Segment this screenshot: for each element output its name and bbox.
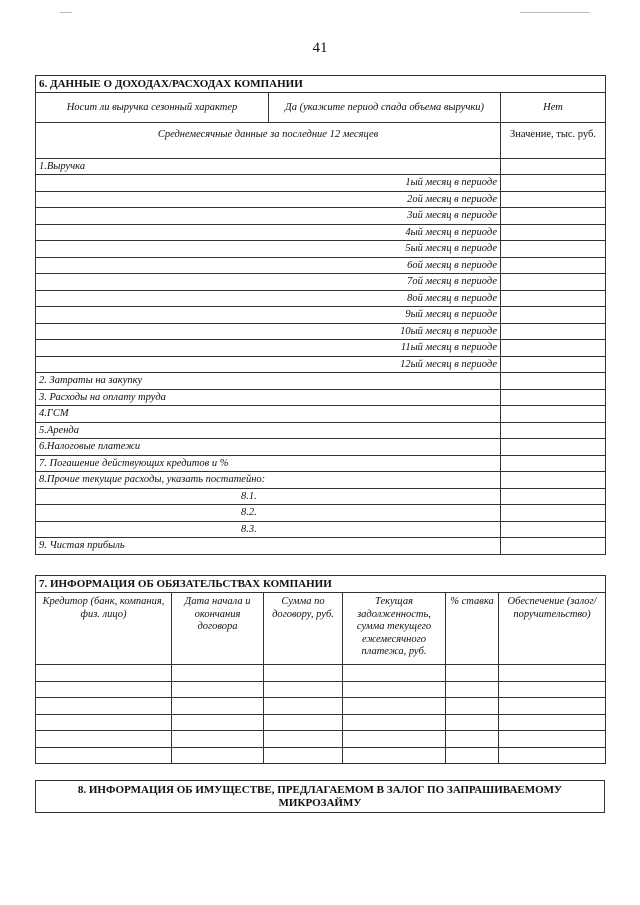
value-cell[interactable]: [501, 323, 606, 340]
table-row: [36, 208, 606, 225]
value-cell[interactable]: [501, 439, 606, 456]
obligation-cell[interactable]: [446, 698, 499, 715]
value-cell[interactable]: [501, 406, 606, 423]
obligation-row: [36, 698, 606, 715]
column-header: Дата начала и окончания договора: [172, 593, 264, 665]
month-label: 12ый месяц в периоде: [36, 356, 501, 373]
obligation-cell[interactable]: [446, 731, 499, 748]
table-row: [36, 241, 606, 258]
obligation-cell[interactable]: [499, 714, 606, 731]
table-row: [36, 323, 606, 340]
value-cell[interactable]: [501, 488, 606, 505]
obligation-cell[interactable]: [264, 681, 343, 698]
obligation-row: [36, 731, 606, 748]
table-row: [36, 340, 606, 357]
obligation-cell[interactable]: [172, 714, 264, 731]
obligation-cell[interactable]: [172, 747, 264, 764]
value-cell[interactable]: [501, 521, 606, 538]
obligation-cell[interactable]: [446, 714, 499, 731]
section7-title: 7. ИНФОРМАЦИЯ ОБ ОБЯЗАТЕЛЬСТВАХ КОМПАНИИ: [36, 576, 606, 593]
table-row: [36, 488, 606, 505]
table-row: [36, 373, 606, 390]
table-row: [36, 356, 606, 373]
obligation-row: [36, 681, 606, 698]
value-cell[interactable]: [501, 175, 606, 192]
obligation-row: [36, 714, 606, 731]
table-row: [36, 159, 606, 175]
column-header: Текущая задолженность, сумма текущего ежемесячного платежа, руб.: [343, 593, 446, 665]
month-label: 10ый месяц в периоде: [36, 323, 501, 340]
value-cell[interactable]: [501, 257, 606, 274]
month-label: 2ой месяц в периоде: [36, 191, 501, 208]
obligation-cell[interactable]: [264, 731, 343, 748]
collateral-table: [35, 780, 605, 813]
obligation-cell[interactable]: [499, 665, 606, 682]
income-expense-table: [35, 75, 606, 123]
month-label: 7ой месяц в периоде: [36, 274, 501, 291]
obligation-cell[interactable]: [264, 698, 343, 715]
obligation-cell[interactable]: [264, 665, 343, 682]
table-row: [36, 274, 606, 291]
month-label: 11ый месяц в периоде: [36, 340, 501, 357]
obligation-cell[interactable]: [343, 747, 446, 764]
table-row: [36, 307, 606, 324]
obligation-row: [36, 665, 606, 682]
obligation-cell[interactable]: [36, 698, 172, 715]
column-header: Кредитор (банк, компания, физ. лицо): [36, 593, 172, 665]
value-cell[interactable]: [501, 208, 606, 225]
monthly-data-table: [35, 122, 606, 555]
table-row: [36, 538, 606, 555]
table-row: [36, 175, 606, 192]
sub-item-label: 8.3.: [36, 521, 501, 538]
value-header: Значение, тыс. руб.: [501, 123, 606, 159]
value-cell[interactable]: [501, 290, 606, 307]
obligation-cell[interactable]: [36, 714, 172, 731]
table-row: [36, 455, 606, 472]
month-label: 4ый месяц в периоде: [36, 224, 501, 241]
obligation-cell[interactable]: [499, 731, 606, 748]
obligations-table: [35, 575, 606, 764]
value-cell[interactable]: [501, 356, 606, 373]
month-label: 8ой месяц в периоде: [36, 290, 501, 307]
table-row: [36, 521, 606, 538]
table-row: [36, 472, 606, 489]
table-row: [36, 389, 606, 406]
table-row: [36, 422, 606, 439]
obligation-cell[interactable]: [499, 747, 606, 764]
obligation-cell[interactable]: [36, 747, 172, 764]
seasonal-yes-option[interactable]: Да (укажите период спада объема выручки): [269, 93, 501, 123]
seasonal-question: Носит ли выручка сезонный характер: [36, 93, 269, 123]
expense-item-label: 6.Налоговые платежи: [36, 439, 501, 456]
obligation-cell[interactable]: [36, 731, 172, 748]
value-cell[interactable]: [501, 340, 606, 357]
section6-title: 6. ДАННЫЕ О ДОХОДАХ/РАСХОДАХ КОМПАНИИ: [36, 76, 606, 93]
obligation-row: [36, 747, 606, 764]
table-row: [36, 191, 606, 208]
obligation-cell[interactable]: [446, 747, 499, 764]
value-cell[interactable]: [501, 373, 606, 390]
obligations-header-row: [36, 593, 606, 665]
table-row: [36, 505, 606, 522]
page-number: 41: [312, 40, 328, 56]
table-row: [36, 439, 606, 456]
obligation-cell[interactable]: [343, 665, 446, 682]
obligation-cell[interactable]: [343, 714, 446, 731]
value-cell[interactable]: [501, 191, 606, 208]
obligation-cell[interactable]: [343, 731, 446, 748]
value-cell[interactable]: [501, 422, 606, 439]
table-row: [36, 290, 606, 307]
obligation-cell[interactable]: [172, 681, 264, 698]
sub-item-label: 8.2.: [36, 505, 501, 522]
obligation-cell[interactable]: [172, 698, 264, 715]
section8-title: 8. ИНФОРМАЦИЯ ОБ ИМУЩЕСТВЕ, ПРЕДЛАГАЕМОМ В ЗАЛОГ ПО ЗАПРАШИВАЕМОМУ МИКРОЗАЙМУ: [36, 781, 605, 813]
value-cell[interactable]: [501, 274, 606, 291]
scan-artifact: [520, 12, 590, 13]
column-header: Сумма по договору, руб.: [264, 593, 343, 665]
obligation-cell[interactable]: [172, 665, 264, 682]
obligation-cell[interactable]: [343, 698, 446, 715]
value-cell[interactable]: [501, 505, 606, 522]
month-label: 9ый месяц в периоде: [36, 307, 501, 324]
obligation-cell[interactable]: [264, 747, 343, 764]
obligation-cell[interactable]: [499, 681, 606, 698]
column-header: Обеспечение (залог/ поручительство): [499, 593, 606, 665]
value-cell[interactable]: [501, 472, 606, 489]
sub-item-label: 8.1.: [36, 488, 501, 505]
month-label: 1ый месяц в периоде: [36, 175, 501, 192]
expense-item-label: 7. Погашение действующих кредитов и %: [36, 455, 501, 472]
expense-item-label: 2. Затраты на закупку: [36, 373, 501, 390]
obligation-cell[interactable]: [36, 665, 172, 682]
obligation-cell[interactable]: [264, 714, 343, 731]
obligation-cell[interactable]: [446, 665, 499, 682]
value-cell[interactable]: [501, 538, 606, 555]
table-row: [36, 257, 606, 274]
obligation-cell[interactable]: [446, 681, 499, 698]
column-header: % ставка: [446, 593, 499, 665]
value-cell[interactable]: [501, 241, 606, 258]
net-profit-label: 9. Чистая прибыль: [36, 538, 501, 555]
obligation-cell[interactable]: [343, 681, 446, 698]
expense-item-label: 4.ГСМ: [36, 406, 501, 423]
obligation-cell[interactable]: [36, 681, 172, 698]
month-label: 3ий месяц в периоде: [36, 208, 501, 225]
obligation-cell[interactable]: [499, 698, 606, 715]
obligation-cell[interactable]: [172, 731, 264, 748]
expense-item-label: 8.Прочие текущие расходы, указать постатейно:: [36, 472, 501, 489]
table-row: [36, 224, 606, 241]
value-cell[interactable]: [501, 307, 606, 324]
month-label: 5ый месяц в периоде: [36, 241, 501, 258]
expense-item-label: 5.Аренда: [36, 422, 501, 439]
table-row: [36, 406, 606, 423]
month-label: 6ой месяц в периоде: [36, 257, 501, 274]
seasonal-no-option[interactable]: Нет: [501, 93, 606, 123]
value-cell[interactable]: [501, 455, 606, 472]
value-cell[interactable]: [501, 389, 606, 406]
avg-header: Среднемесячные данные за последние 12 месяцев: [36, 123, 501, 159]
revenue-label: 1.Выручка: [36, 159, 501, 175]
value-cell[interactable]: [501, 159, 606, 175]
value-cell[interactable]: [501, 224, 606, 241]
expense-item-label: 3. Расходы на оплату труда: [36, 389, 501, 406]
scan-artifact: [60, 12, 72, 13]
